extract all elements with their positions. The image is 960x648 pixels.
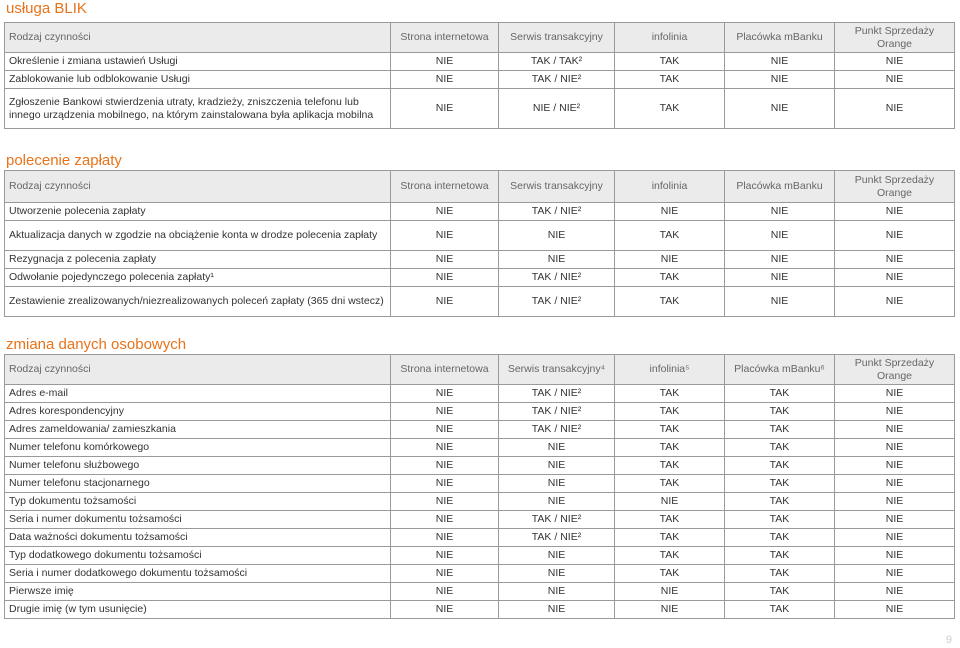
header-website: Strona internetowa — [391, 23, 499, 53]
row-value-cell: NIE — [615, 601, 725, 619]
row-value-cell: NIE — [835, 583, 955, 601]
row-value-cell: TAK / NIE² — [499, 203, 615, 221]
row-value-cell: TAK — [725, 493, 835, 511]
row-value-cell: TAK / NIE² — [499, 529, 615, 547]
row-value-cell: NIE — [391, 251, 499, 269]
row-action-label: Numer telefonu komórkowego — [5, 439, 391, 457]
row-value-cell: TAK / NIE² — [499, 511, 615, 529]
row-action-label: Adres korespondencyjny — [5, 403, 391, 421]
table-row — [5, 475, 955, 493]
row-value-cell: NIE — [391, 475, 499, 493]
row-value-cell: NIE — [615, 203, 725, 221]
row-action-label: Seria i numer dokumentu tożsamości — [5, 511, 391, 529]
row-value-cell: NIE — [391, 493, 499, 511]
row-value-cell: NIE — [835, 511, 955, 529]
row-value-cell: TAK — [615, 287, 725, 317]
row-action-label: Drugie imię (w tym usunięcie) — [5, 601, 391, 619]
row-value-cell: TAK — [615, 89, 725, 129]
table-row — [5, 565, 955, 583]
row-value-cell: NIE — [835, 421, 955, 439]
row-value-cell: TAK / NIE² — [499, 403, 615, 421]
row-value-cell: NIE — [835, 71, 955, 89]
header-website: Strona internetowa — [391, 355, 499, 385]
row-value-cell: NIE — [725, 269, 835, 287]
table-row — [5, 385, 955, 403]
row-value-cell: TAK — [725, 547, 835, 565]
row-value-cell: NIE — [391, 385, 499, 403]
row-value-cell: NIE — [391, 89, 499, 129]
row-action-label: Aktualizacja danych w zgodzie na obciążenie konta w drodze polecenia zapłaty — [5, 221, 391, 251]
row-value-cell: NIE — [725, 71, 835, 89]
row-value-cell: NIE — [835, 475, 955, 493]
header-branch: Placówka mBanku — [725, 23, 835, 53]
row-value-cell: NIE — [499, 601, 615, 619]
row-value-cell: NIE — [499, 565, 615, 583]
section-title-personal-data: zmiana danych osobowych — [6, 336, 187, 353]
row-action-label: Numer telefonu stacjonarnego — [5, 475, 391, 493]
row-value-cell: NIE — [835, 493, 955, 511]
row-value-cell: TAK / NIE² — [499, 269, 615, 287]
row-value-cell: NIE — [391, 221, 499, 251]
row-value-cell: TAK — [725, 601, 835, 619]
header-branch: Placówka mBanku — [725, 171, 835, 203]
header-hotline: infolinia — [615, 23, 725, 53]
table-row — [5, 287, 955, 317]
row-value-cell: TAK — [615, 269, 725, 287]
row-action-label: Adres e-mail — [5, 385, 391, 403]
row-value-cell: NIE — [835, 203, 955, 221]
row-value-cell: TAK — [615, 53, 725, 71]
row-value-cell: TAK / NIE² — [499, 287, 615, 317]
row-value-cell: TAK / TAK² — [499, 53, 615, 71]
personal-data-table — [4, 354, 955, 619]
row-value-cell: TAK — [615, 529, 725, 547]
row-value-cell: NIE — [391, 439, 499, 457]
header-website: Strona internetowa — [391, 171, 499, 203]
row-action-label: Zablokowanie lub odblokowanie Usługi — [5, 71, 391, 89]
header-orange-point: Punkt Sprzedaży Orange — [835, 23, 955, 53]
row-value-cell: NIE — [391, 421, 499, 439]
row-value-cell: NIE — [391, 565, 499, 583]
row-value-cell: NIE — [835, 269, 955, 287]
row-value-cell: NIE — [499, 475, 615, 493]
table-row — [5, 493, 955, 511]
row-action-label: Utworzenie polecenia zapłaty — [5, 203, 391, 221]
row-value-cell: NIE — [391, 71, 499, 89]
row-value-cell: NIE — [391, 511, 499, 529]
header-action: Rodzaj czynności — [5, 171, 391, 203]
table-row — [5, 251, 955, 269]
row-action-label: Zgłoszenie Bankowi stwierdzenia utraty, kradzieży, zniszczenia telefonu lub innego urządzenia mobilnego, na którym zainstalowana była aplikacja mobilna — [5, 89, 391, 129]
row-value-cell: NIE — [391, 547, 499, 565]
table-row — [5, 439, 955, 457]
row-value-cell: NIE — [835, 53, 955, 71]
row-value-cell: NIE — [499, 251, 615, 269]
table-row — [5, 421, 955, 439]
row-value-cell: NIE — [835, 565, 955, 583]
row-value-cell: NIE — [835, 221, 955, 251]
row-value-cell: NIE — [835, 547, 955, 565]
row-value-cell: NIE — [391, 403, 499, 421]
row-value-cell: TAK — [615, 475, 725, 493]
row-value-cell: NIE — [725, 221, 835, 251]
row-value-cell: NIE — [615, 493, 725, 511]
direct-debit-table — [4, 170, 955, 317]
table-row — [5, 529, 955, 547]
row-value-cell: TAK — [615, 511, 725, 529]
row-value-cell: TAK — [725, 529, 835, 547]
row-action-label: Adres zameldowania/ zamieszkania — [5, 421, 391, 439]
table-row — [5, 547, 955, 565]
row-value-cell: NIE — [391, 203, 499, 221]
row-value-cell: NIE — [835, 251, 955, 269]
row-value-cell: NIE — [835, 89, 955, 129]
row-value-cell: NIE — [835, 601, 955, 619]
row-action-label: Pierwsze imię — [5, 583, 391, 601]
table-row — [5, 71, 955, 89]
row-value-cell: TAK — [615, 385, 725, 403]
row-value-cell: NIE — [725, 251, 835, 269]
row-value-cell: NIE — [391, 53, 499, 71]
table-row — [5, 53, 955, 71]
header-action: Rodzaj czynności — [5, 23, 391, 53]
row-action-label: Określenie i zmiana ustawień Usługi — [5, 53, 391, 71]
row-value-cell: NIE — [835, 457, 955, 475]
row-value-cell: NIE — [391, 583, 499, 601]
table-row — [5, 457, 955, 475]
table-row — [5, 511, 955, 529]
row-value-cell: TAK — [615, 221, 725, 251]
table-row — [5, 269, 955, 287]
row-action-label: Numer telefonu służbowego — [5, 457, 391, 475]
table-row — [5, 89, 955, 129]
row-value-cell: TAK — [615, 71, 725, 89]
table-row — [5, 583, 955, 601]
row-value-cell: TAK / NIE² — [499, 385, 615, 403]
row-value-cell: NIE — [615, 251, 725, 269]
row-action-label: Odwołanie pojedynczego polecenia zapłaty¹ — [5, 269, 391, 287]
row-value-cell: NIE — [499, 493, 615, 511]
row-value-cell: TAK — [725, 403, 835, 421]
row-value-cell: TAK — [615, 565, 725, 583]
row-value-cell: TAK — [615, 457, 725, 475]
row-value-cell: TAK — [725, 565, 835, 583]
row-value-cell: NIE — [725, 53, 835, 71]
row-value-cell: NIE — [499, 457, 615, 475]
row-value-cell: NIE — [835, 287, 955, 317]
page-number: 9 — [945, 634, 952, 646]
row-value-cell: NIE — [835, 385, 955, 403]
row-action-label: Seria i numer dodatkowego dokumentu tożsamości — [5, 565, 391, 583]
header-orange-point: Punkt Sprzedaży Orange — [835, 355, 955, 385]
row-value-cell: TAK — [725, 385, 835, 403]
header-orange-point: Punkt Sprzedaży Orange — [835, 171, 955, 203]
section-title-blik: usługa BLIK — [6, 0, 87, 17]
header-transaction-service: Serwis transakcyjny — [499, 23, 615, 53]
row-value-cell: NIE — [835, 439, 955, 457]
row-value-cell: NIE — [725, 89, 835, 129]
row-value-cell: TAK — [725, 457, 835, 475]
row-value-cell: NIE — [725, 203, 835, 221]
row-value-cell: TAK — [615, 439, 725, 457]
row-value-cell: NIE — [835, 529, 955, 547]
header-transaction-service: Serwis transakcyjny — [499, 171, 615, 203]
row-value-cell: TAK — [725, 475, 835, 493]
row-value-cell: NIE — [835, 403, 955, 421]
row-value-cell: NIE — [499, 221, 615, 251]
row-value-cell: TAK — [725, 439, 835, 457]
row-value-cell: TAK — [615, 421, 725, 439]
row-action-label: Zestawienie zrealizowanych/niezrealizowanych poleceń zapłaty (365 dni wstecz) — [5, 287, 391, 317]
table-row — [5, 203, 955, 221]
row-value-cell: TAK — [615, 403, 725, 421]
row-value-cell: TAK / NIE² — [499, 71, 615, 89]
row-value-cell: TAK — [725, 511, 835, 529]
row-value-cell: TAK — [725, 421, 835, 439]
row-value-cell: TAK — [615, 547, 725, 565]
row-value-cell: TAK / NIE² — [499, 421, 615, 439]
row-value-cell: NIE — [499, 439, 615, 457]
table-row — [5, 403, 955, 421]
row-value-cell: NIE / NIE² — [499, 89, 615, 129]
row-value-cell: NIE — [499, 547, 615, 565]
section-title-direct-debit: polecenie zapłaty — [6, 152, 122, 169]
row-action-label: Rezygnacja z polecenia zapłaty — [5, 251, 391, 269]
header-transaction-service: Serwis transakcyjny⁴ — [499, 355, 615, 385]
blik-table — [4, 22, 955, 129]
row-value-cell: TAK — [725, 583, 835, 601]
row-value-cell: NIE — [391, 601, 499, 619]
row-value-cell: NIE — [391, 287, 499, 317]
row-value-cell: NIE — [391, 457, 499, 475]
row-action-label: Typ dokumentu tożsamości — [5, 493, 391, 511]
table-row — [5, 601, 955, 619]
row-value-cell: NIE — [725, 287, 835, 317]
row-action-label: Typ dodatkowego dokumentu tożsamości — [5, 547, 391, 565]
header-hotline: infolinia — [615, 171, 725, 203]
header-action: Rodzaj czynności — [5, 355, 391, 385]
header-branch: Placówka mBanku⁶ — [725, 355, 835, 385]
table-row — [5, 221, 955, 251]
row-value-cell: NIE — [391, 269, 499, 287]
header-hotline: infolinia⁵ — [615, 355, 725, 385]
row-value-cell: NIE — [615, 583, 725, 601]
row-value-cell: NIE — [391, 529, 499, 547]
row-action-label: Data ważności dokumentu tożsamości — [5, 529, 391, 547]
row-value-cell: NIE — [499, 583, 615, 601]
